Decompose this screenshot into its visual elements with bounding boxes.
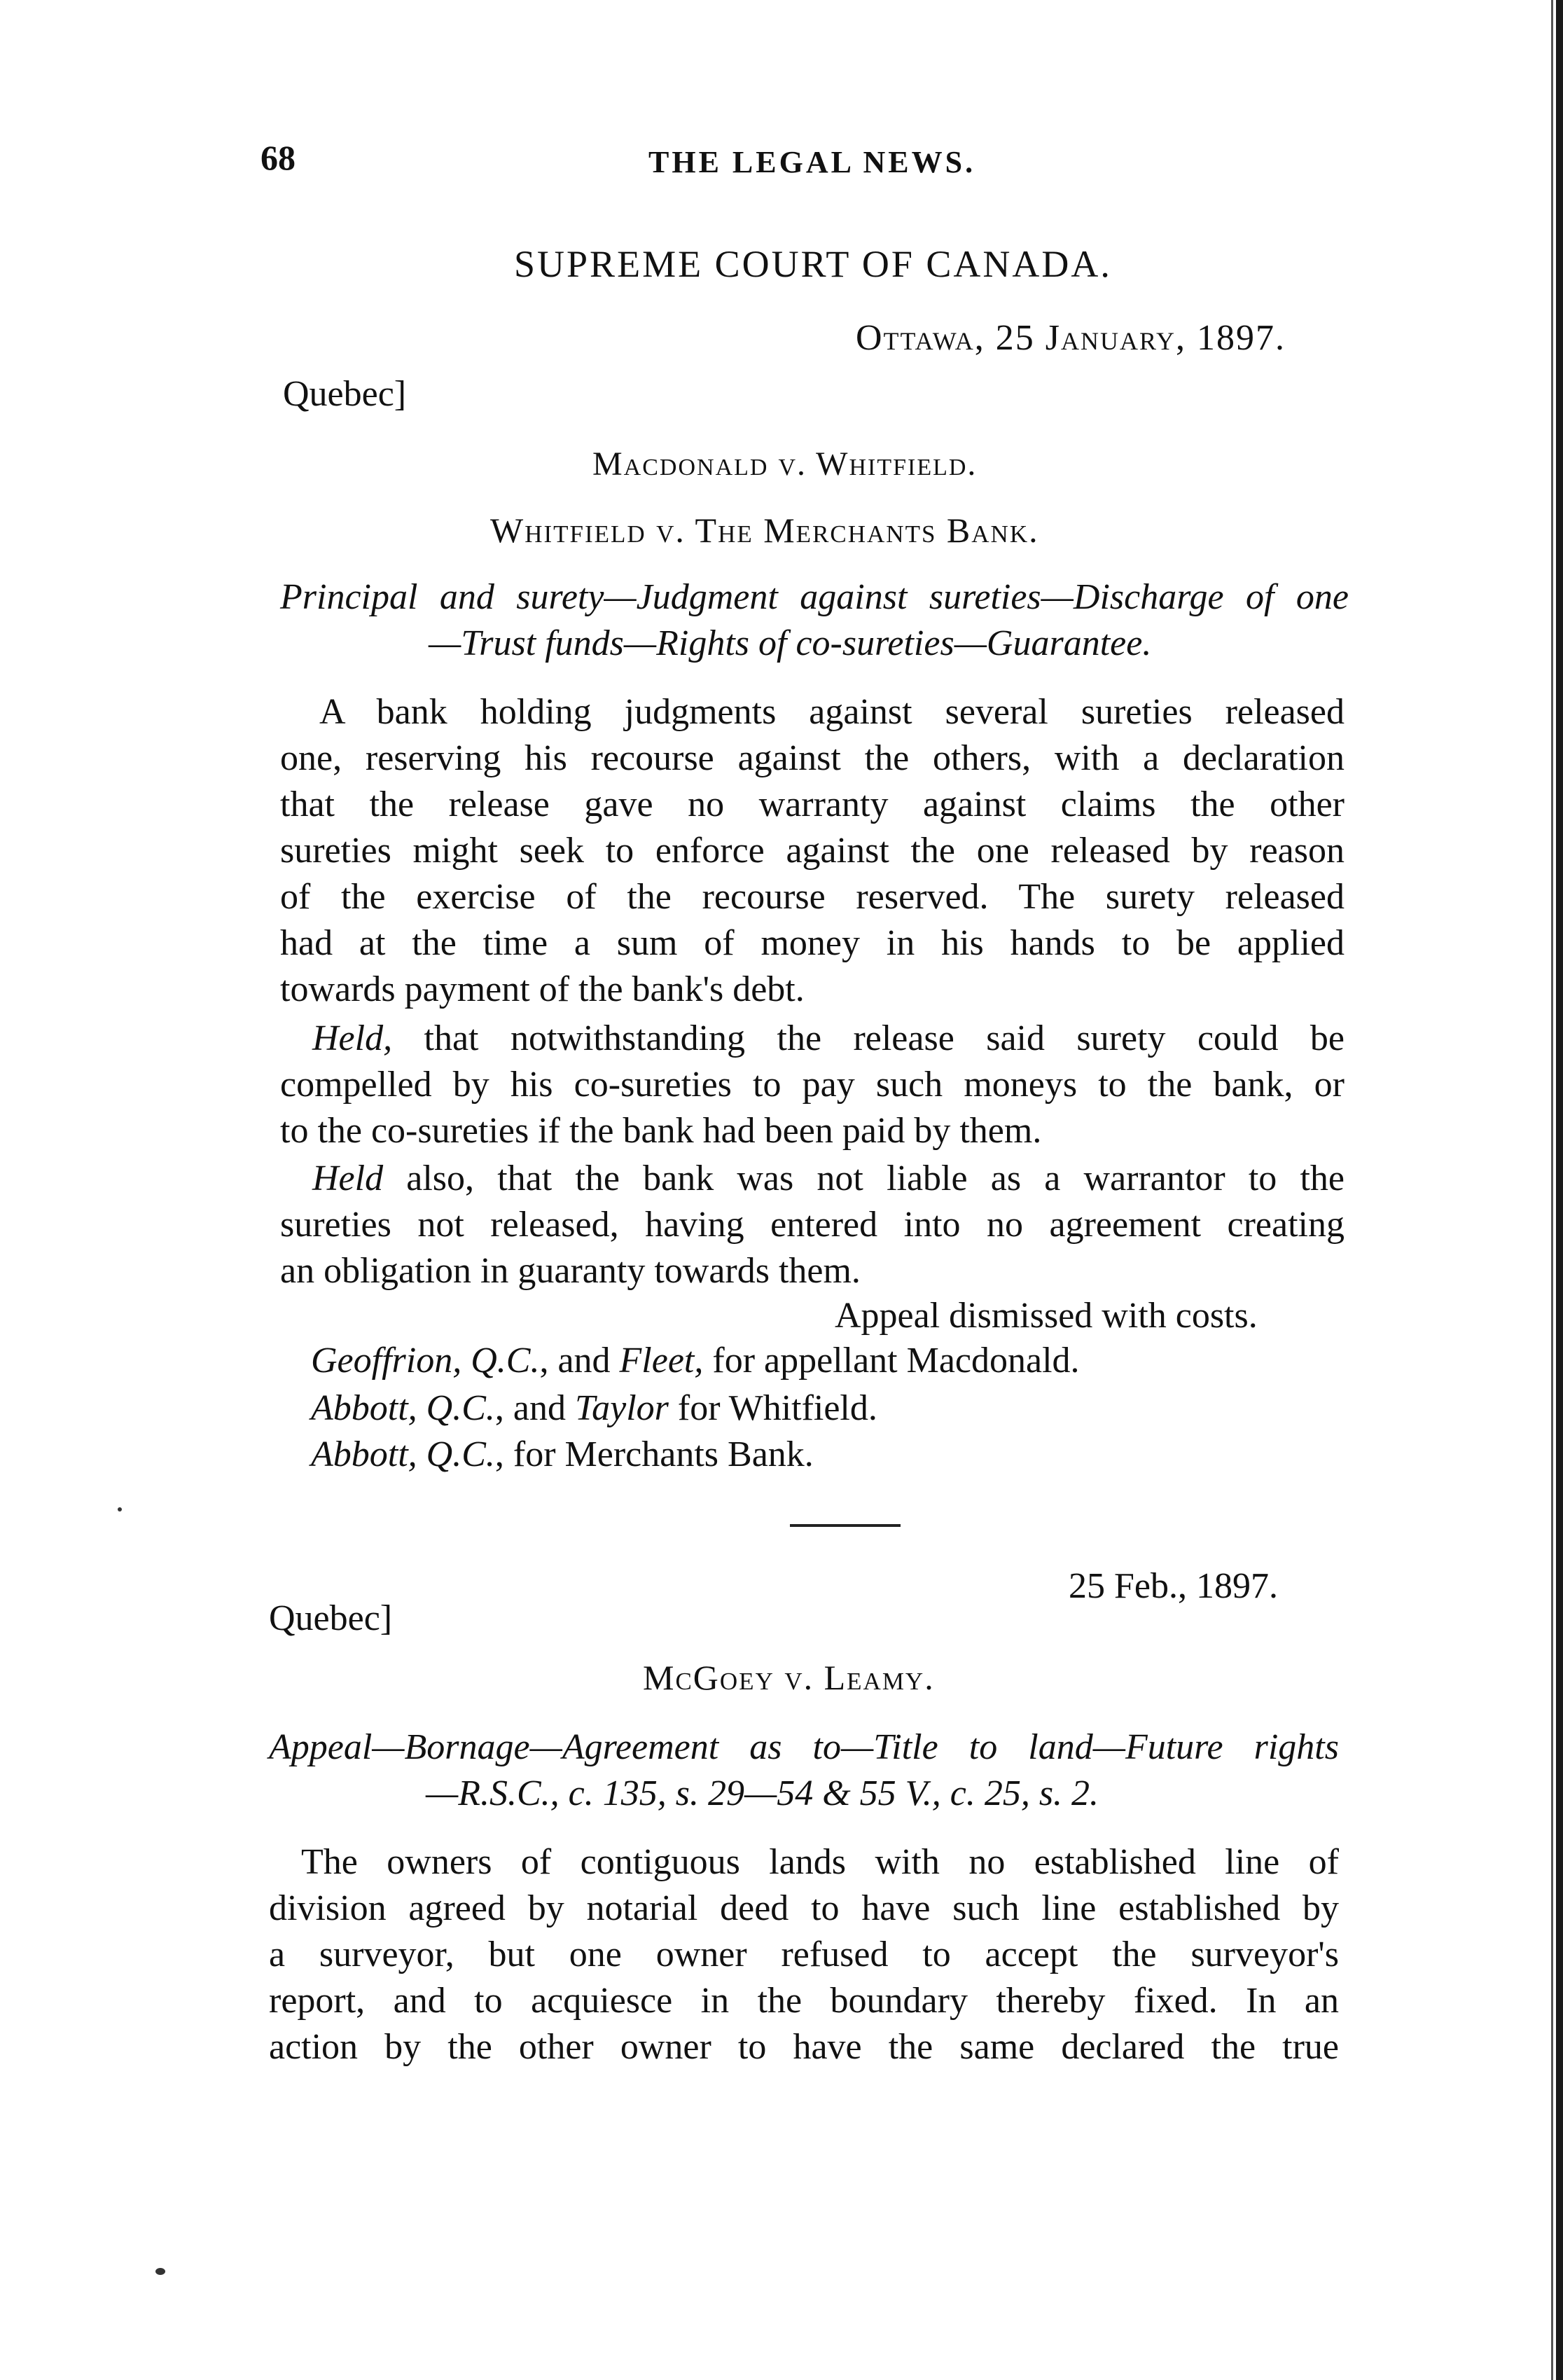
paragraph-text: also, that the bank was not liable as a warrantor to the — [383, 1158, 1345, 1198]
paragraph-line: division agreed by notarial deed to have such line established by — [269, 1888, 1339, 1928]
paragraph-line: an obligation in guaranty towards them. — [280, 1251, 861, 1291]
case2-headnote-line2: —R.S.C., c. 135, s. 29—54 & 55 V., c. 25, s. 2. — [426, 1773, 1099, 1813]
counsel-name: Geoffrion, Q.C. — [311, 1341, 540, 1381]
counsel-name: Abbott, Q.C. — [311, 1434, 495, 1474]
paragraph-line: a surveyor, but one owner refused to accept the surveyor's — [269, 1935, 1339, 1974]
paragraph-text: that notwithstanding the release said surety could be — [392, 1018, 1345, 1058]
paragraph-line: action by the other owner to have the same declared the true — [269, 2027, 1339, 2067]
scan-speck — [118, 1507, 122, 1511]
paragraph-line: sureties might seek to enforce against the one released by reason — [280, 831, 1345, 871]
held-label: Held, — [312, 1018, 393, 1058]
headnote-line: Appeal—Bornage—Agreement as to—Title to land—Future rights — [269, 1727, 1339, 1767]
case2-date: 25 Feb., 1897. — [1069, 1566, 1278, 1606]
counsel-line — [311, 1385, 877, 1432]
case1-headnote — [280, 574, 1349, 621]
counsel-text: , and — [539, 1341, 620, 1381]
paragraph-line — [280, 1016, 1345, 1062]
paragraph-line: had at the time a sum of money in his hands to be applied — [280, 923, 1345, 963]
counsel-name: Abbott, Q.C. — [311, 1388, 495, 1428]
case2-province: Quebec] — [269, 1598, 393, 1638]
case1-paragraph2 — [280, 1016, 1345, 1154]
case1-title-line1: Macdonald v. Whitfield. — [592, 445, 978, 483]
counsel-text: for appellant Macdonald. — [703, 1341, 1080, 1381]
paragraph-line: to the co-sureties if the bank had been paid by them. — [280, 1111, 1042, 1151]
paragraph-line: A bank holding judgments against several sureties released — [319, 692, 1345, 732]
counsel-text: , and — [494, 1388, 575, 1428]
case1-title-line2: Whitfield v. The Merchants Bank. — [490, 511, 1039, 550]
running-title: THE LEGAL NEWS. — [648, 145, 976, 179]
case1-place-date: Ottawa, 25 January, 1897. — [856, 318, 1286, 358]
paragraph-line: compelled by his co-sureties to pay such moneys to the bank, or — [280, 1065, 1345, 1105]
counsel-line — [311, 1432, 814, 1478]
counsel-name: Taylor — [575, 1388, 669, 1428]
paragraph-line: of the exercise of the recourse reserved. The surety released — [280, 877, 1345, 917]
section-divider — [790, 1524, 901, 1527]
scan-edge-line — [1551, 0, 1553, 2380]
scan-speck — [155, 2268, 165, 2275]
case1-paragraph1 — [280, 689, 1345, 1013]
scan-edge — [1556, 0, 1563, 2380]
case1-province: Quebec] — [283, 374, 407, 414]
paragraph-line: one, reserving his recourse against the others, with a declaration — [280, 738, 1345, 778]
case2-headnote — [269, 1724, 1339, 1771]
paragraph-line: towards payment of the bank's debt. — [280, 969, 805, 1009]
counsel-name: Fleet, — [619, 1341, 704, 1381]
counsel-text: , for Merchants Bank. — [494, 1434, 814, 1474]
paragraph-line: The owners of contiguous lands with no established line of — [301, 1842, 1339, 1882]
page-number: 68 — [260, 138, 296, 177]
held-label: Held — [312, 1158, 384, 1198]
counsel-text: for Whitfield. — [668, 1388, 877, 1428]
case1-headnote-line2: —Trust funds—Rights of co-sureties—Guarantee. — [429, 623, 1152, 663]
paragraph-line — [280, 1156, 1345, 1202]
case1-paragraph3 — [280, 1156, 1345, 1294]
case2-title: McGoey v. Leamy. — [643, 1658, 935, 1697]
paragraph-line: report, and to acquiesce in the boundary thereby fixed. In an — [269, 1981, 1339, 2021]
court-heading: SUPREME COURT OF CANADA. — [514, 243, 1112, 285]
case1-disposition: Appeal dismissed with costs. — [835, 1296, 1258, 1336]
paragraph-line: sureties not released, having entered into no agreement creating — [280, 1205, 1345, 1245]
headnote-line: Principal and surety—Judgment against sureties—Discharge of one — [280, 577, 1349, 617]
case2-paragraph1 — [269, 1839, 1339, 2070]
paragraph-line: that the release gave no warranty against claims the other — [280, 784, 1345, 824]
counsel-line — [311, 1338, 1080, 1384]
